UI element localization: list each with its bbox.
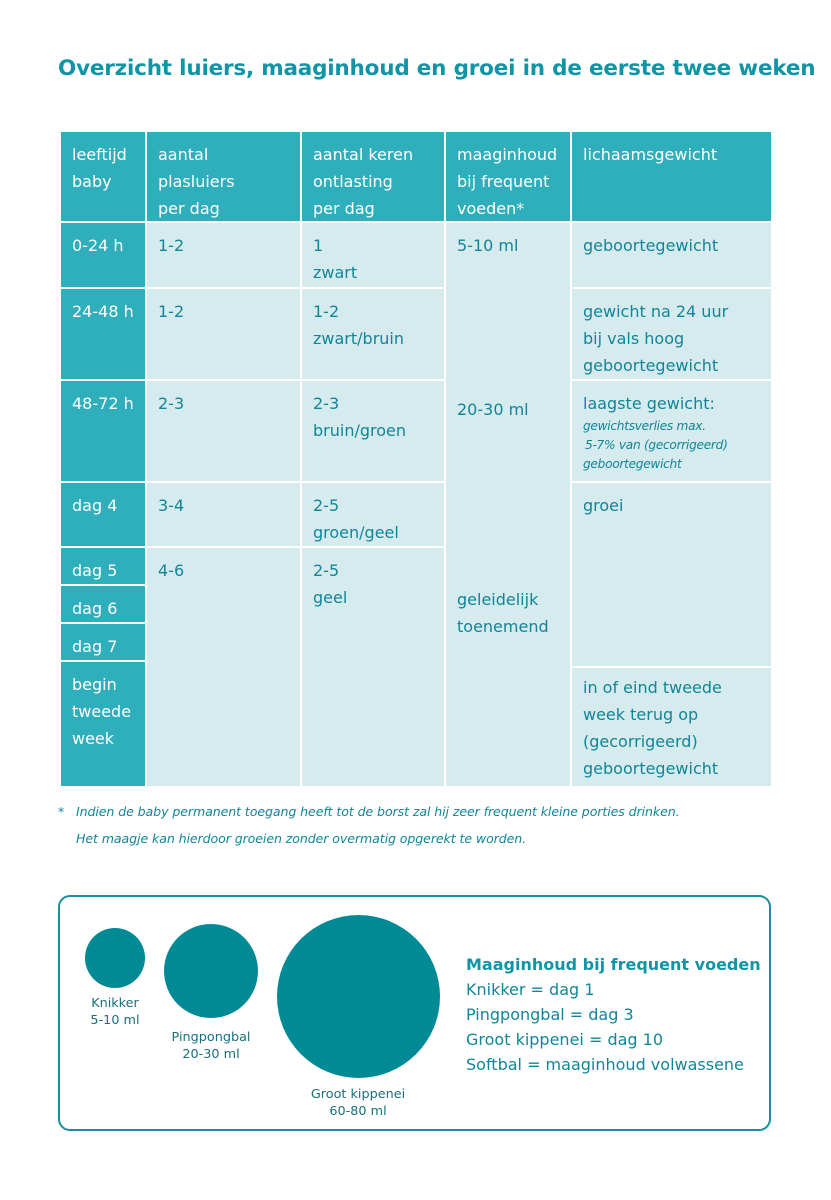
header-weight	[572, 132, 771, 221]
age-label: 0-24 h	[72, 236, 124, 255]
stool-count: 1	[313, 236, 324, 255]
weight-note-line-3: geboortegewicht	[583, 457, 682, 471]
footnote-line-2: Het maagje kan hierdoor groeien zonder overmatig opgerekt te worden.	[76, 831, 527, 846]
egg-name: Groot kippenei	[310, 1087, 406, 1102]
weight-note-line-1: gewichtsverlies max.	[583, 419, 706, 433]
legend-title: Maaginhoud bij frequent voeden	[466, 955, 761, 974]
age-0-24h	[61, 223, 145, 287]
age-24-48h	[61, 289, 145, 379]
weight-row-2	[572, 289, 771, 379]
diapers-value: 3-4	[158, 496, 185, 515]
weight-note-line-2: 5-7% van (gecorrigeerd)	[585, 438, 728, 452]
weight-row-4	[572, 483, 771, 666]
stool-row-2	[302, 289, 444, 379]
stool-color: zwart/bruin	[313, 329, 404, 348]
age-label-line-1: begin	[72, 675, 117, 694]
weight-line-3: geboortegewicht	[583, 356, 719, 375]
stool-count: 2-5	[313, 561, 340, 580]
header-stool-line-3: per dag	[313, 199, 375, 218]
egg-volume: 60-80 ml	[329, 1104, 387, 1119]
header-age-line-1: leeftijd	[72, 145, 127, 164]
header-weight-line-1: lichaamsgewicht	[583, 145, 718, 164]
pingpong-label	[156, 1029, 266, 1063]
age-label-line-3: week	[72, 729, 115, 748]
age-label: dag 4	[72, 496, 118, 515]
stomach-third-line-2: toenemend	[457, 617, 549, 636]
header-stool-line-1: aantal keren	[313, 145, 414, 164]
diapers-row-5	[147, 548, 300, 786]
diapers-row-3	[147, 381, 300, 481]
stool-row-5	[302, 548, 444, 786]
age-day-7	[61, 624, 145, 660]
stool-color: zwart	[313, 263, 358, 282]
marble-volume: 5-10 ml	[90, 1013, 140, 1028]
pingpong-volume: 20-30 ml	[182, 1047, 240, 1062]
stomach-first: 5-10 ml	[457, 236, 519, 255]
marble-label	[65, 995, 165, 1029]
weight-line-2: week terug op	[583, 705, 699, 724]
header-stool-line-2: ontlasting	[313, 172, 393, 191]
diapers-row-4	[147, 483, 300, 546]
age-day-4	[61, 483, 145, 546]
diapers-value: 1-2	[158, 236, 185, 255]
egg-label	[288, 1086, 428, 1120]
weight-line-1: gewicht na 24 uur	[583, 302, 729, 321]
pingpong-name: Pingpongbal	[171, 1030, 251, 1045]
diapers-row-2	[147, 289, 300, 379]
header-stool	[302, 132, 444, 221]
weight-lowest-title: laagste gewicht:	[583, 394, 715, 413]
age-label-line-2: tweede	[72, 702, 132, 721]
header-stomach-line-3: voeden*	[457, 199, 525, 218]
header-diapers-line-3: per dag	[158, 199, 220, 218]
age-label: dag 7	[72, 637, 118, 656]
pingpong-circle	[164, 924, 258, 1018]
diapers-value: 4-6	[158, 561, 185, 580]
age-begin-second-week	[61, 662, 145, 786]
legend-line-3: Groot kippenei = dag 10	[466, 1030, 663, 1049]
weight-value: groei	[583, 496, 624, 515]
stool-color: bruin/groen	[313, 421, 407, 440]
age-label: 24-48 h	[72, 302, 134, 321]
stool-row-3	[302, 381, 444, 481]
header-diapers-line-2: plasluiers	[158, 172, 235, 191]
legend-line-1: Knikker = dag 1	[466, 980, 595, 999]
stool-color: geel	[313, 588, 348, 607]
stool-row-1	[302, 223, 444, 287]
header-stomach-line-1: maaginhoud	[457, 145, 558, 164]
stomach-third-line-1: geleidelijk	[457, 590, 539, 609]
marble-name: Knikker	[91, 996, 139, 1011]
marble-circle	[85, 928, 145, 988]
header-diapers	[147, 132, 300, 221]
age-48-72h	[61, 381, 145, 481]
footnote-line-1: Indien de baby permanent toegang heeft tot de borst zal hij zeer frequent kleine porties drinken.	[76, 804, 680, 819]
age-label: dag 6	[72, 599, 118, 618]
stool-count: 1-2	[313, 302, 340, 321]
stool-row-4	[302, 483, 444, 546]
weight-line-4: geboortegewicht	[583, 759, 719, 778]
stool-color: groen/geel	[313, 523, 399, 542]
header-stomach	[446, 132, 570, 221]
legend-line-4: Softbal = maaginhoud volwassene	[466, 1055, 744, 1074]
header-age-line-2: baby	[72, 172, 112, 191]
weight-line-1: in of eind tweede	[583, 678, 722, 697]
header-diapers-line-1: aantal	[158, 145, 209, 164]
weight-row-5	[572, 668, 771, 786]
weight-line-3: (gecorrigeerd)	[583, 732, 698, 751]
age-label: dag 5	[72, 561, 118, 580]
egg-circle	[277, 915, 440, 1078]
weight-line-2: bij vals hoog	[583, 329, 685, 348]
age-day-5	[61, 548, 145, 584]
diapers-row-1	[147, 223, 300, 287]
page-title: Overzicht luiers, maaginhoud en groei in de eerste twee weken	[58, 56, 816, 81]
stool-count: 2-5	[313, 496, 340, 515]
weight-value: geboortegewicht	[583, 236, 719, 255]
age-label: 48-72 h	[72, 394, 134, 413]
diapers-value: 1-2	[158, 302, 185, 321]
stomach-column	[446, 223, 570, 786]
legend-line-2: Pingpongbal = dag 3	[466, 1005, 634, 1024]
header-stomach-line-2: bij frequent	[457, 172, 550, 191]
weight-row-3	[572, 381, 771, 481]
header-age	[61, 132, 145, 221]
footnote-marker: *	[58, 804, 65, 819]
stomach-second: 20-30 ml	[457, 400, 529, 419]
diapers-value: 2-3	[158, 394, 185, 413]
stool-count: 2-3	[313, 394, 340, 413]
age-day-6	[61, 586, 145, 622]
weight-row-1	[572, 223, 771, 287]
